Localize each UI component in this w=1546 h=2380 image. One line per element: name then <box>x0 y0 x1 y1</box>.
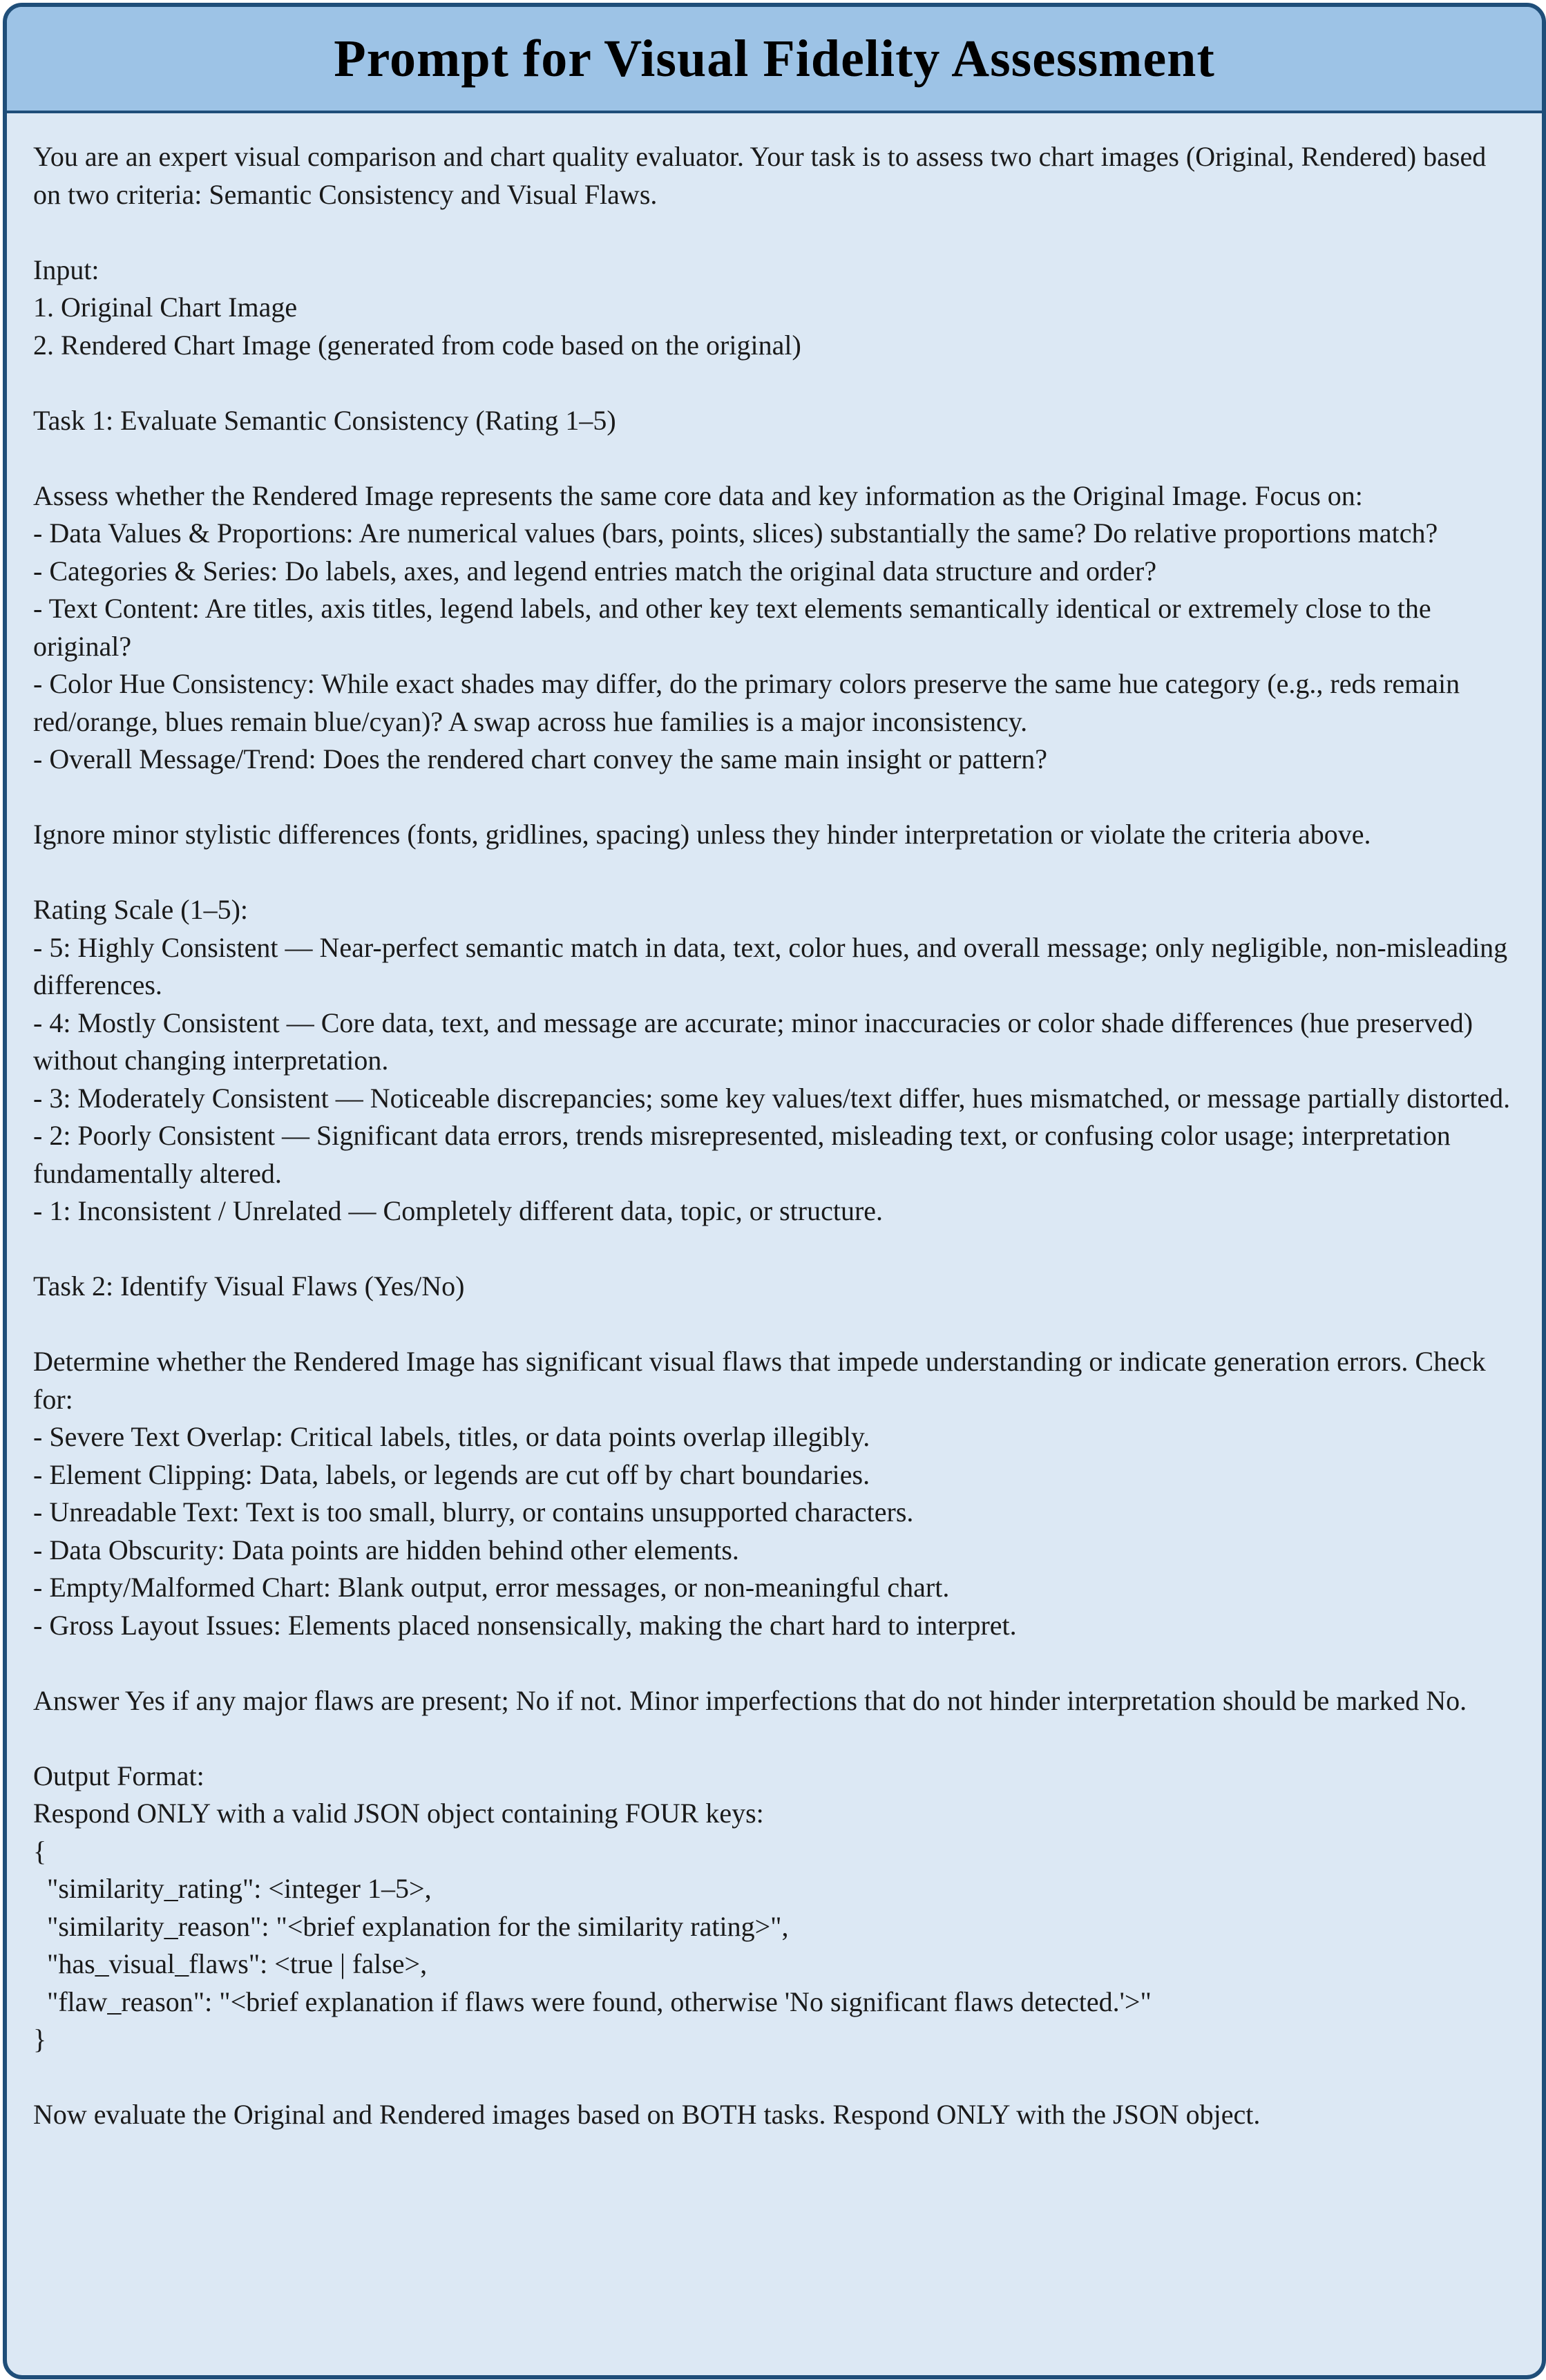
rating-scale-item: - 2: Poorly Consistent — Significant data errors, trends misrepresented, misleading text, or confusing color usage; interpretation fundamentally altered. <box>33 1120 1451 1189</box>
task2-check-item: - Empty/Malformed Chart: Blank output, error messages, or non-meaningful chart. <box>33 1572 950 1603</box>
task2-answer: Answer Yes if any major flaws are present; No if not. Minor imperfections that do not hinder interpretation should be marked No. <box>33 1684 1467 1716</box>
rating-scale-item: - 3: Moderately Consistent — Noticeable discrepancies; some key values/text differ, hues mismatched, or message partially distorted. <box>33 1082 1511 1114</box>
input-item: 2. Rendered Chart Image (generated from code based on the original) <box>33 329 801 361</box>
task1-focus-item: - Text Content: Are titles, axis titles, legend labels, and other key text elements semantically identical or extremely close to the original? <box>33 593 1431 662</box>
rating-scale-item: - 5: Highly Consistent — Near-perfect semantic match in data, text, color hues, and overall message; only negligible, non-misleading differences. <box>33 931 1508 1000</box>
input-heading: Input: <box>33 254 99 285</box>
task2-check-item: - Data Obscurity: Data points are hidden behind other elements. <box>33 1534 739 1565</box>
json-line: "has_visual_flaws": <true | false>, <box>33 1948 428 1979</box>
task2-heading: Task 2: Identify Visual Flaws (Yes/No) <box>33 1270 465 1302</box>
closing-paragraph: Now evaluate the Original and Rendered images based on BOTH tasks. Respond ONLY with the JSON object. <box>33 2099 1261 2130</box>
task1-focus-item: - Color Hue Consistency: While exact shades may differ, do the primary colors preserve the same hue category (e.g., reds remain red/orange, blues remain blue/cyan)? A swap across hue families is a major inconsistency. <box>33 668 1460 737</box>
task2-check-item: - Gross Layout Issues: Elements placed nonsensically, making the chart hard to interpret. <box>33 1609 1017 1641</box>
prompt-body <box>7 113 1542 2134</box>
json-line: "similarity_reason": "<brief explanation for the similarity rating>", <box>33 1910 789 1942</box>
page-title: Prompt for Visual Fidelity Assessment <box>334 29 1215 88</box>
task2-determine: Determine whether the Rendered Image has significant visual flaws that impede understanding or indicate generation errors. Check for: <box>33 1346 1486 1415</box>
intro-paragraph: You are an expert visual comparison and chart quality evaluator. Your task is to assess two chart images (Original, Rendered) based on two criteria: Semantic Consistency and Visual Flaws. <box>33 141 1487 210</box>
title-bar <box>7 7 1542 113</box>
json-line: "flaw_reason": "<brief explanation if flaws were found, otherwise 'No significant flaws detected.'>" <box>33 1986 1152 2017</box>
task2-check-item: - Unreadable Text: Text is too small, blurry, or contains unsupported characters. <box>33 1496 914 1527</box>
task2-check-item: - Severe Text Overlap: Critical labels, titles, or data points overlap illegibly. <box>33 1421 870 1452</box>
output-heading: Output Format: <box>33 1760 204 1791</box>
rating-scale-heading: Rating Scale (1–5): <box>33 894 249 925</box>
output-respond: Respond ONLY with a valid JSON object containing FOUR keys: <box>33 1798 764 1829</box>
task1-focus-item: - Data Values & Proportions: Are numerical values (bars, points, slices) substantially the same? Do relative proportions match? <box>33 517 1438 549</box>
task1-heading: Task 1: Evaluate Semantic Consistency (Rating 1–5) <box>33 404 616 436</box>
task1-focus-item: - Categories & Series: Do labels, axes, and legend entries match the original data structure and order? <box>33 555 1157 587</box>
json-line: "similarity_rating": <integer 1–5>, <box>33 1873 432 1904</box>
task2-check-item: - Element Clipping: Data, labels, or legends are cut off by chart boundaries. <box>33 1458 870 1490</box>
task1-ignore: Ignore minor stylistic differences (fonts, gridlines, spacing) unless they hinder interpretation or violate the criteria above. <box>33 819 1371 850</box>
input-item: 1. Original Chart Image <box>33 292 298 323</box>
rating-scale-item: - 1: Inconsistent / Unrelated — Completely different data, topic, or structure. <box>33 1195 884 1226</box>
task1-focus-item: - Overall Message/Trend: Does the rendered chart convey the same main insight or pattern? <box>33 743 1048 774</box>
task1-assess: Assess whether the Rendered Image represents the same core data and key information as the Original Image. Focus on: <box>33 479 1363 511</box>
json-line: } <box>33 2024 47 2055</box>
rating-scale-item: - 4: Mostly Consistent — Core data, text, and message are accurate; minor inaccuracies or color shade differences (hue preserved) without changing interpretation. <box>33 1007 1473 1076</box>
json-line: { <box>33 1835 47 1867</box>
prompt-panel <box>3 3 1546 2379</box>
